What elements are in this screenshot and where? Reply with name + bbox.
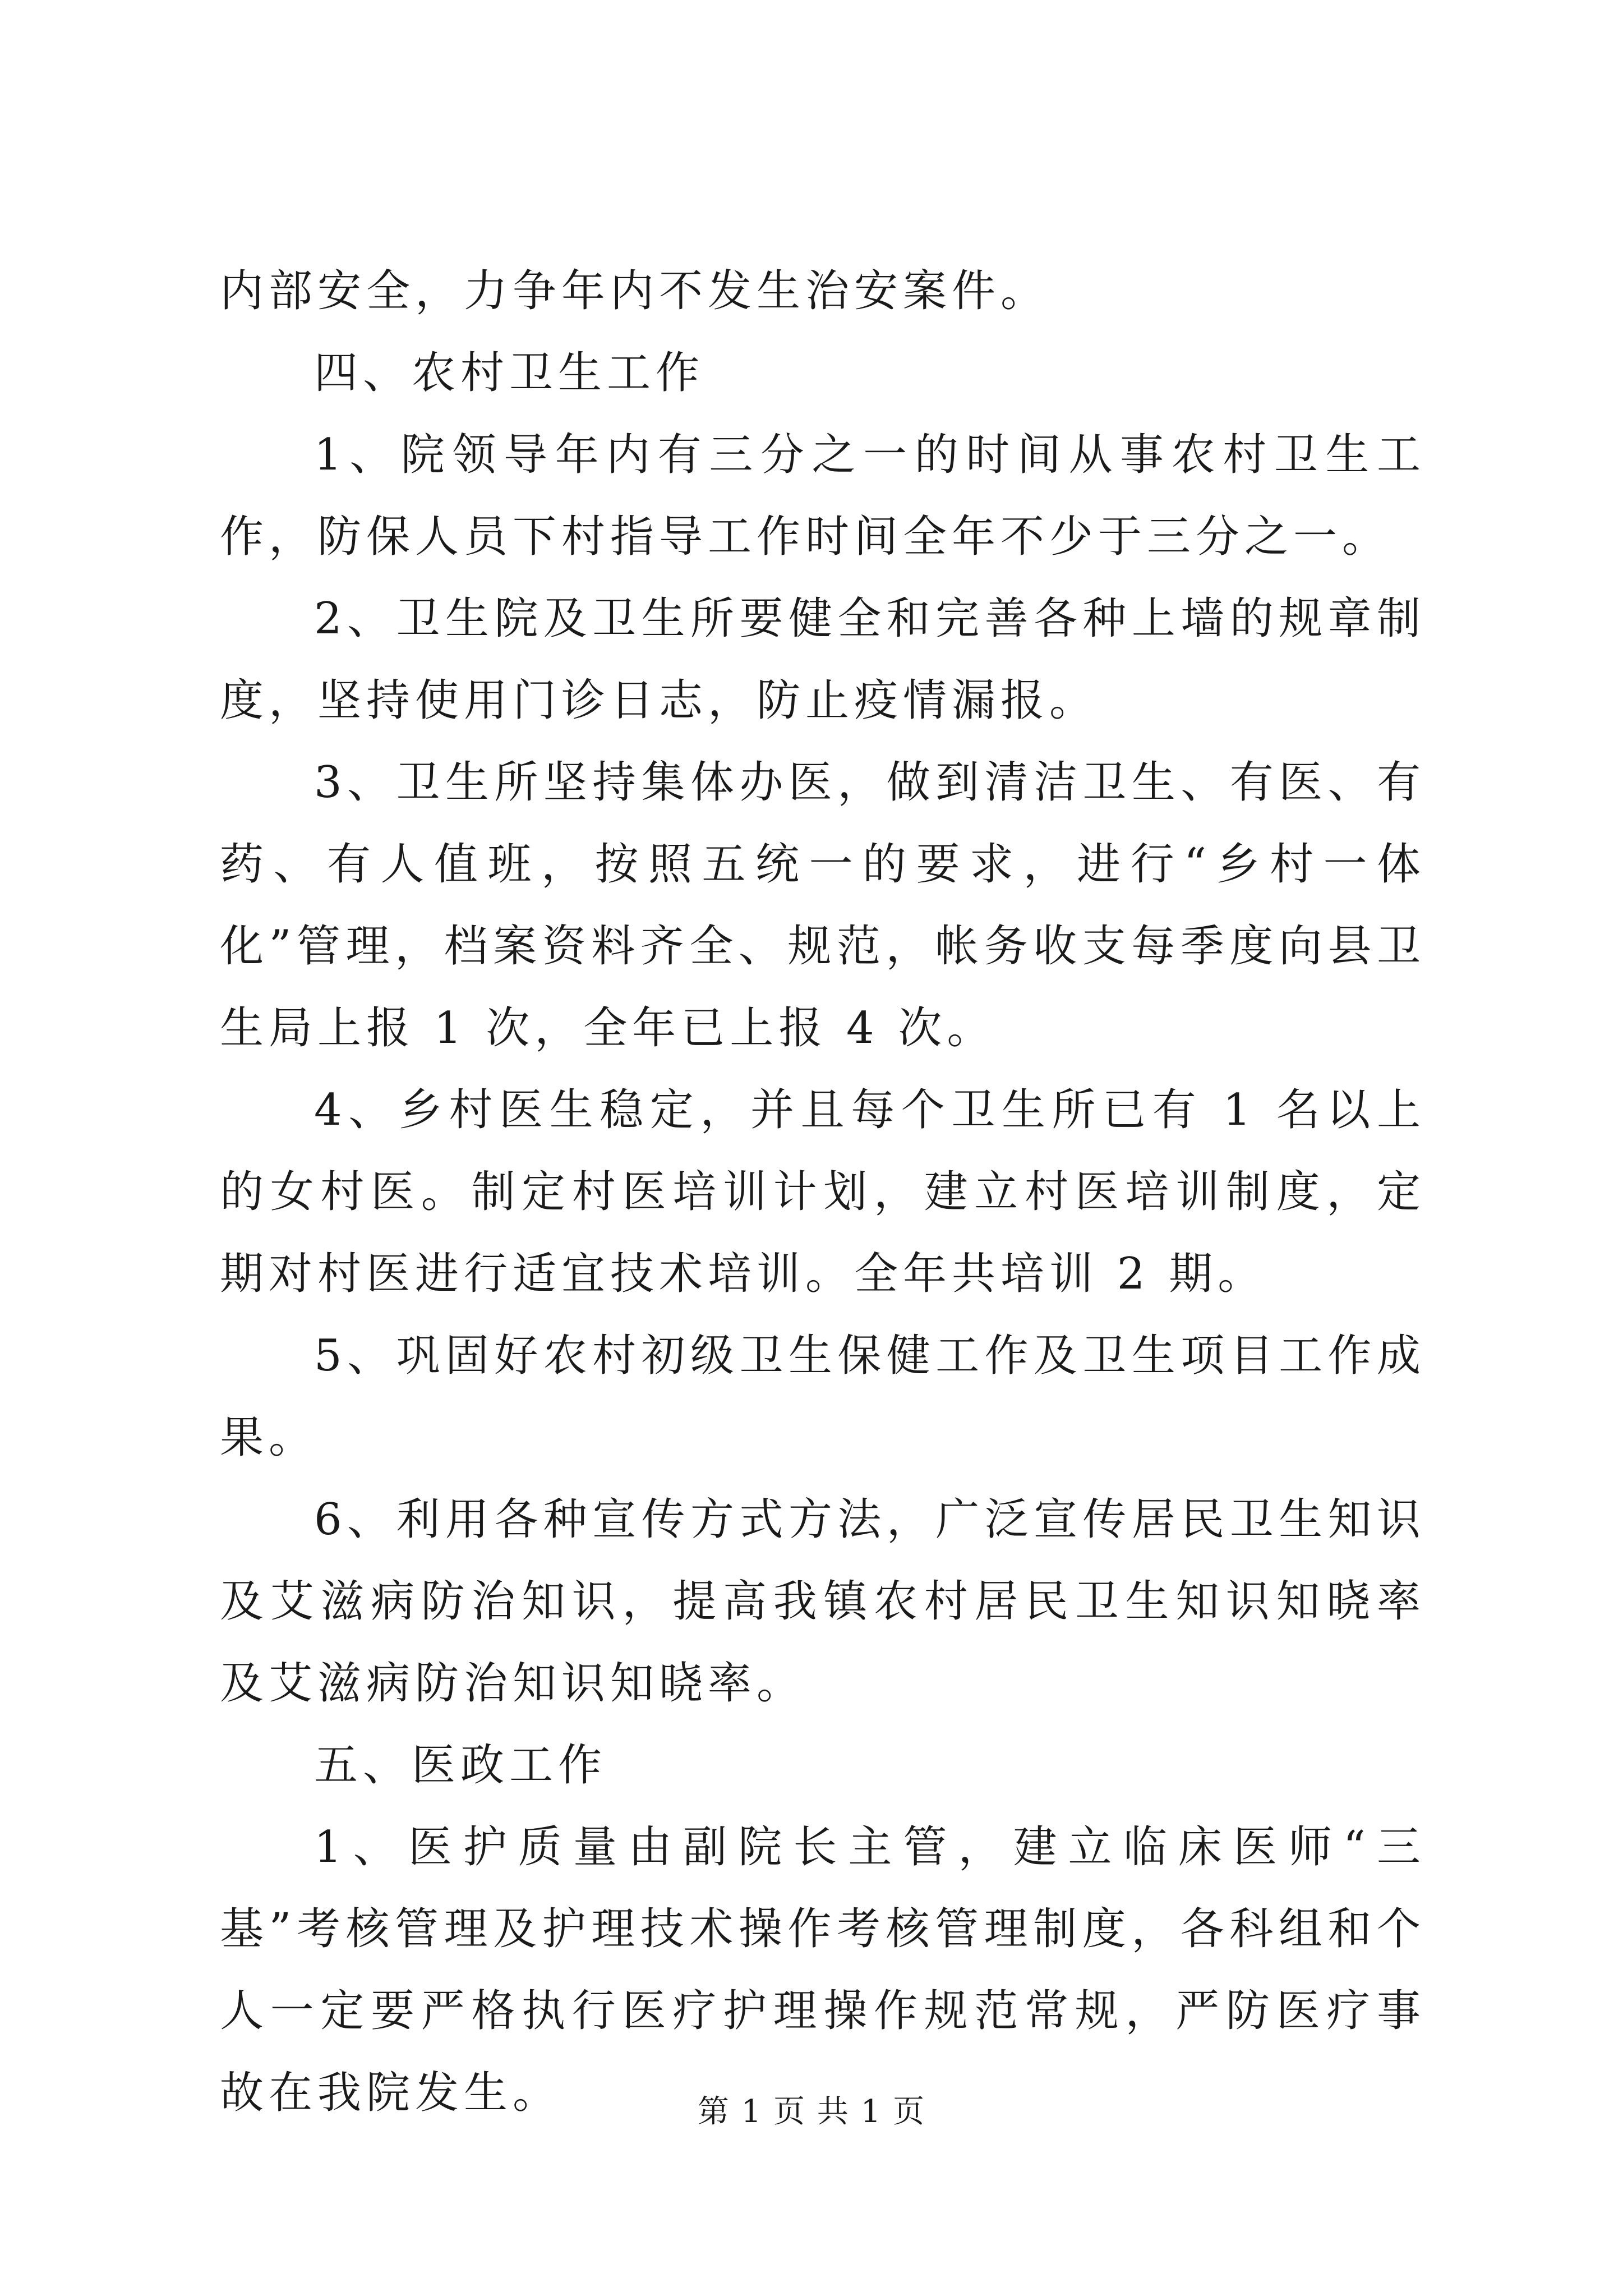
section-heading-medical-admin: 五、医政工作 xyxy=(314,1740,607,1791)
paragraph-medical-1: 1、医护质量由副院长主管，建立临床医师“三基”考核管理及护理技术操作考核管理制度，各科组和个人一定要严格执行医疗护理操作规范常规，严防医疗事故在我院发生。 xyxy=(220,1822,1426,2118)
paragraph-rural-1: 1、院领导年内有三分之一的时间从事农村卫生工作，防保人员下村指导工作时间全年不少于三分之一。 xyxy=(220,430,1426,562)
paragraph-rural-6: 6、利用各种宣传方式方法，广泛宣传居民卫生知识及艾滋病防治知识，提高我镇农村居民卫生知识知晓率及艾滋病防治知识知晓率。 xyxy=(220,1494,1426,1709)
paragraph-rural-2: 2、卫生院及卫生所要健全和完善各种上墙的规章制度，坚持使用门诊日志，防止疫情漏报。 xyxy=(220,593,1426,726)
section-heading-rural-health: 四、农村卫生工作 xyxy=(314,348,705,398)
paragraph-internal-security: 内部安全，力争年内不发生治安案件。 xyxy=(220,266,1050,316)
paragraph-rural-3: 3、卫生所坚持集体办医，做到清洁卫生、有医、有药、有人值班，按照五统一的要求，进行“乡村一体化”管理，档案资料齐全、规范，帐务收支每季度向县卫生局上报 1 次，全年已上报 4 次。 xyxy=(220,757,1426,1053)
paragraph-rural-4: 4、乡村医生稳定，并且每个卫生所已有 1 名以上的女村医。制定村医培训计划，建立村医培训制度，定期对村医进行适宜技术培训。全年共培训 2 期。 xyxy=(220,1085,1426,1299)
page-footer: 第 1 页 共 1 页 xyxy=(697,2093,926,2130)
paragraph-rural-5: 5、巩固好农村初级卫生保健工作及卫生项目工作成果。 xyxy=(220,1331,1426,1463)
document-body xyxy=(220,250,1426,2134)
